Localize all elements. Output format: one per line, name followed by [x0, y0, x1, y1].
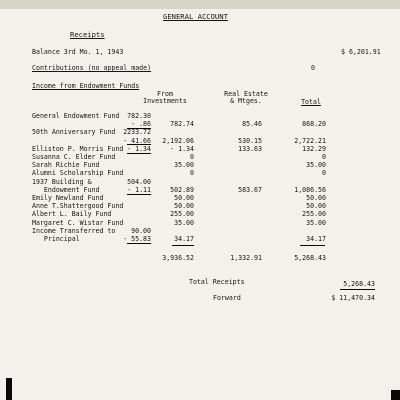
row-investments: 782.74 [170, 120, 194, 129]
row-label: Susanna C. Elder Fund [32, 153, 116, 161]
total-rule [300, 245, 325, 246]
row-subtotal: - 1.11 [127, 185, 151, 194]
row-total: 2,722.21 [294, 136, 326, 145]
contributions-label [32, 65, 151, 72]
row-label: Albert L. Baily Fund [32, 210, 112, 219]
row-investments: 0 [190, 169, 194, 178]
row-subtotal: 90.00 [131, 226, 151, 235]
income-heading: Income from Endowment Funds [32, 82, 140, 90]
row-real-estate: 85.46 [242, 120, 262, 129]
col-header-total: Total [301, 98, 321, 106]
row-label: Endowment Fund [32, 185, 100, 194]
page-heading: GENERAL ACCOUNT [163, 12, 228, 21]
forward-label: Forward [213, 294, 241, 302]
balance-label: Balance 3rd Mo. 1, 1943 [32, 48, 124, 56]
col-header-real-estate: Real Estate & Mtges. [224, 90, 268, 105]
row-total: 255.00 [302, 210, 326, 219]
row-real-estate: 530.15 [238, 136, 262, 145]
row-investments: 35.00 [174, 161, 194, 170]
total-receipts-amount: 5,268.43 [343, 280, 375, 288]
row-subtotal: 2233.72 [123, 128, 151, 137]
top-edge-shadow [0, 0, 400, 9]
row-investments: 50.00 [174, 202, 194, 211]
contributions-text: Contributions (no appeal made) [32, 64, 152, 72]
row-label: Principal [32, 235, 80, 243]
row-total: 868.20 [302, 120, 326, 129]
total-receipts-label: Total Receipts [189, 278, 245, 286]
row-subtotal: 782.30 [127, 112, 151, 120]
subtotal-rule [127, 243, 151, 244]
binding-mark-left [6, 378, 12, 400]
row-total: 50.00 [306, 194, 326, 202]
row-subtotal: - 1.34 [127, 144, 151, 153]
section-title: Receipts [70, 30, 105, 39]
row-label: Sarah Richie Fund [32, 161, 100, 170]
row-investments: 0 [190, 153, 194, 161]
subtotal-rule [127, 144, 151, 145]
row-label: General Endowment Fund [32, 112, 120, 120]
total-investments: 3,936.52 [162, 254, 194, 262]
row-total: 50.00 [306, 202, 326, 211]
row-subtotal: 504.00 [127, 177, 151, 186]
subtotal-rule [127, 128, 151, 129]
row-total: 0 [322, 169, 326, 178]
balance-amount: $ 6,201.91 [341, 48, 381, 56]
row-label: Anne T.Shattergood Fund [32, 202, 124, 211]
receipts-underline [340, 289, 375, 290]
row-subtotal: - 55.83 [123, 235, 151, 243]
forward-amount: $ 11,470.34 [331, 294, 375, 302]
row-real-estate: 583.67 [238, 185, 262, 194]
row-total: 34.17 [306, 235, 326, 243]
row-total: 0 [322, 153, 326, 161]
row-total: 132.29 [302, 144, 326, 153]
row-real-estate: 133.63 [238, 144, 262, 153]
row-label: 1937 Building & [32, 177, 92, 186]
row-label: Alumni Scholarship Fund [32, 169, 124, 178]
row-investments: 34.17 [174, 235, 194, 243]
row-total: 1,086.56 [294, 185, 326, 194]
row-investments: 35.00 [174, 218, 194, 227]
row-label: Elliston P. Morris Fund [32, 144, 124, 153]
total-total: 5,268.43 [294, 254, 326, 262]
row-investments: 502.89 [170, 185, 194, 194]
row-investments: 2,192.06 [162, 136, 194, 145]
row-label: Income Transferred to [32, 226, 116, 235]
row-subtotal: - 41.66 [123, 136, 151, 145]
row-investments: 50.00 [174, 194, 194, 202]
total-real-estate: 1,332.91 [230, 254, 262, 262]
row-investments: 255.00 [170, 210, 194, 219]
row-label: 50th Anniversary Fund [32, 128, 116, 137]
subtotal-rule [127, 194, 151, 195]
row-total: 35.00 [306, 218, 326, 227]
row-subtotal: - .86 [131, 120, 151, 129]
row-total: 35.00 [306, 161, 326, 170]
row-label: Margaret C. Wistar Fund [32, 218, 124, 227]
subtotal-rule [127, 153, 151, 154]
binding-mark-right [391, 390, 400, 400]
row-label: Emily Newland Fund [32, 194, 104, 202]
col-header-investments: From Investments [143, 90, 187, 105]
investments-rule [172, 245, 194, 246]
row-investments: - 1.34 [170, 144, 194, 153]
contributions-amount: 0 [311, 64, 315, 72]
